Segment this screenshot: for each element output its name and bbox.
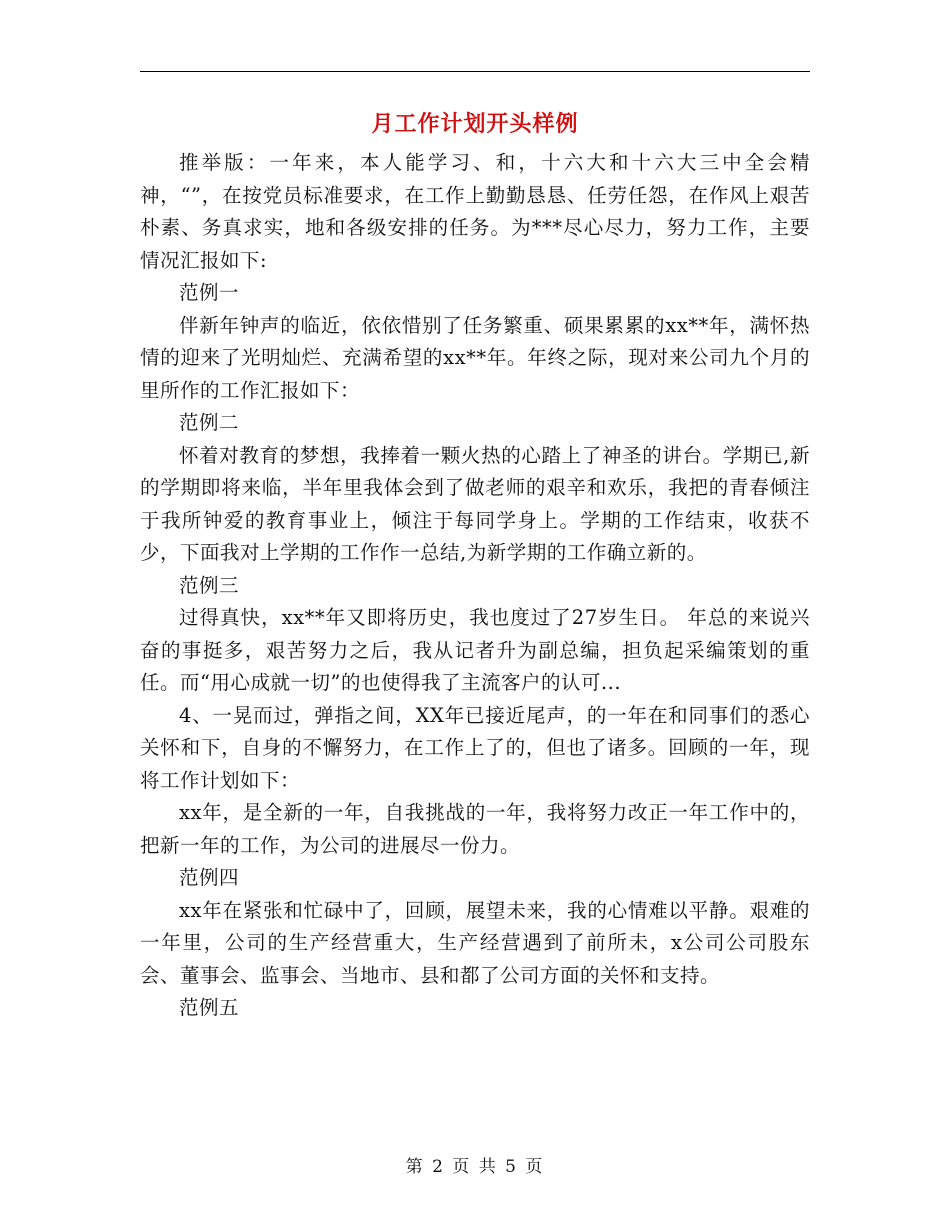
example-heading-5: 范例五 [179,996,240,1019]
paragraph-item-4: 4、一晃而过，弹指之间，XX年已接近尾声，的一年在和同事们的悉心关怀和下，自身的不懈努力，在工作上了的，但也了诸多。回顾的一年，现将工作计划如下： [140,703,810,792]
paragraph-example-4: xx年在紧张和忙碌中了，回顾，展望未来，我的心情难以平静。艰难的一年里，公司的生产经营重大，生产经营遇到了前所未，x公司公司股东会、董事会、监事会、当地市、县和都了公司方面的关怀和支持。 [140,898,810,987]
document-title: 月工作计划开头样例 [371,112,579,137]
example-heading-2: 范例二 [179,411,240,434]
header-rule [140,71,810,72]
document-body [140,147,810,1025]
example-heading-3: 范例三 [179,573,240,597]
paragraph-example-2: 怀着对教育的梦想，我捧着一颗火热的心踏上了神圣的讲台。学期已,新的学期即将来临，半年里我体会到了做老师的艰辛和欢乐，我把的青春倾注于我所钟爱的教育事业上，倾注于每同学身上。学期的工作结束，收获不少，下面我对上学期的工作作一总结,为新学期的工作确立新的。 [140,443,810,564]
paragraph-item-4-plan: xx年，是全新的一年，自我挑战的一年，我将努力改正一年工作中的，把新一年的工作，为公司的进展尽一份力。 [140,801,810,857]
paragraph-example-3: 过得真快，xx**年又即将历史，我也度过了27岁生日。 年总的来说兴奋的事挺多，艰苦努力之后，我从记者升为副总编，担负起采编策划的重任。而“用心成就一切”的也使得我了主流客户的认可... [140,606,810,694]
example-heading-1: 范例一 [179,281,240,304]
example-heading-4: 范例四 [179,866,240,889]
page-number-footer: 第 2 页 共 5 页 [405,1157,545,1177]
paragraph-example-1: 伴新年钟声的临近，依依惜别了任务繁重、硕果累累的xx**年，满怀热情的迎来了光明灿烂、充满希望的xx**年。年终之际，现对来公司九个月的里所作的工作汇报如下： [140,313,810,402]
paragraph-intro: 推举版：一年来，本人能学习、和，十六大和十六大三中全会精神，“”，在按党员标准要求，在工作上勤勤恳恳、任劳任怨，在作风上艰苦朴素、务真求实，地和各级安排的任务。为***尽心尽力，努力工作，主要情况汇报如下: [140,151,810,272]
